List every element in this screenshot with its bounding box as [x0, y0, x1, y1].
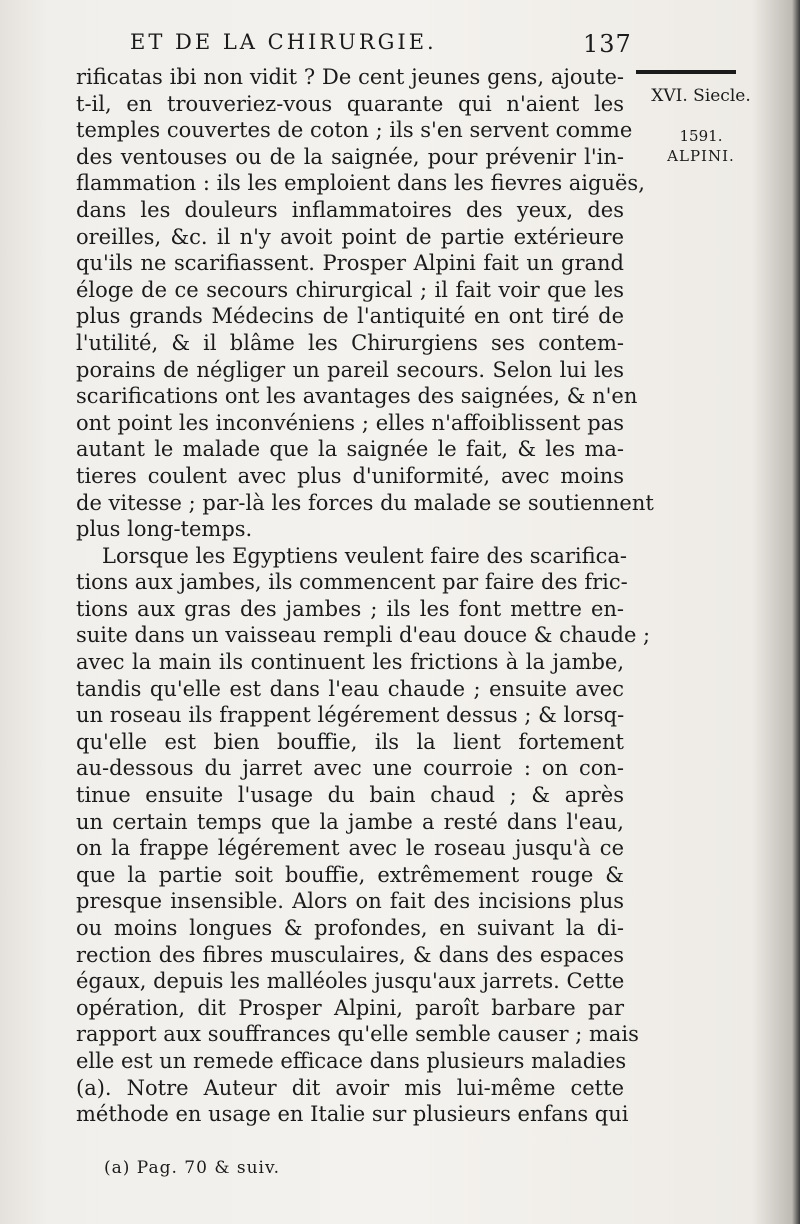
- text-line: rection des fibres musculaires, & dans des espaces: [76, 942, 624, 967]
- text-line: éloge de ce secours chirurgical ; il fait voir que les: [76, 277, 624, 302]
- text-line: on la frappe légérement avec le roseau jusqu'à ce: [76, 836, 624, 861]
- text-line: des ventouses ou de la saignée, pour prévenir l'in-: [76, 144, 624, 169]
- text-line: plus long-temps.: [76, 517, 253, 542]
- text-line: rificatas ibi non vidit ? De cent jeunes gens, ajoute-: [76, 65, 624, 89]
- text-line: égaux, depuis les malléoles jusqu'aux jarrets. Cette: [76, 969, 625, 994]
- text-line: l'utilité, & il blâme les Chirurgiens ses contem-: [76, 330, 624, 355]
- text-line: opération, dit Prosper Alpini, paroît barbare par: [76, 995, 624, 1020]
- text-line: un roseau ils frappent légérement dessus ; & lorsq-: [76, 703, 625, 728]
- page-number: 137: [583, 30, 632, 58]
- text-line: Lorsque les Egyptiens veulent faire des scarifica-: [102, 543, 627, 568]
- text-line: autant le malade que la saignée le fait, & les ma-: [76, 437, 624, 462]
- running-title: ET DE LA CHIRURGIE.: [130, 30, 437, 54]
- text-line: qu'ils ne scarifiassent. Prosper Alpini fait un grand: [76, 251, 624, 276]
- text-line: que la partie soit bouffie, extrêmement rouge &: [76, 862, 624, 887]
- text-line: temples couvertes de coton ; ils s'en servent comme: [76, 118, 633, 143]
- footnote: (a) Pag. 70 & suiv.: [104, 1158, 280, 1178]
- text-line: tions aux gras des jambes ; ils les font mettre en-: [76, 596, 624, 621]
- body-text: [76, 64, 654, 1128]
- text-line: t-il, en trouveriez-vous quarante qui n'aient les: [76, 91, 624, 116]
- margin-rule: [636, 70, 736, 74]
- text-line: au-dessous du jarret avec une courroie : on con-: [76, 756, 624, 781]
- text-line: tieres coulent avec plus d'uniformité, avec moins: [76, 463, 624, 488]
- text-line: tinue ensuite l'usage du bain chaud ; & après: [76, 783, 624, 808]
- text-line: de vitesse ; par-là les forces du malade se soutiennent: [76, 490, 654, 515]
- text-line: tions aux jambes, ils commencent par faire des fric-: [76, 570, 628, 595]
- margin-note-century: XVI. Siecle.: [651, 86, 751, 106]
- text-line: qu'elle est bien bouffie, ils la lient fortement: [76, 729, 624, 754]
- margin-note-name: ALPINI.: [667, 147, 735, 165]
- text-line: scarifications ont les avantages des saignées, & n'en: [76, 384, 638, 409]
- text-line: oreilles, &c. il n'y avoit point de partie extérieure: [76, 224, 624, 249]
- text-line: rapport aux souffrances qu'elle semble causer ; mais: [76, 1022, 639, 1047]
- text-line: un certain temps que la jambe a resté dans l'eau,: [76, 809, 624, 834]
- text-line: plus grands Médecins de l'antiquité en ont tiré de: [76, 304, 624, 329]
- text-line: suite dans un vaisseau rempli d'eau douce & chaude ;: [76, 623, 651, 648]
- text-line: (a). Notre Auteur dit avoir mis lui-même cette: [76, 1075, 624, 1100]
- text-line: elle est un remede efficace dans plusieurs maladies: [76, 1048, 627, 1073]
- text-line: flammation : ils les emploient dans les fievres aiguës,: [76, 171, 645, 196]
- text-line: méthode en usage en Italie sur plusieurs enfans qui: [76, 1102, 629, 1127]
- margin-note-year: 1591.: [679, 127, 723, 145]
- text-line: avec la main ils continuent les frictions à la jambe,: [76, 650, 624, 675]
- text-line: tandis qu'elle est dans l'eau chaude ; ensuite avec: [76, 676, 624, 701]
- text-line: dans les douleurs inflammatoires des yeux, des: [76, 197, 624, 222]
- text-line: presque insensible. Alors on fait des incisions plus: [76, 889, 624, 914]
- text-line: porains de négliger un pareil secours. Selon lui les: [76, 357, 624, 382]
- text-line: ou moins longues & profondes, en suivant la di-: [76, 916, 624, 940]
- text-line: ont point les inconvéniens ; elles n'affoiblissent pas: [76, 410, 624, 435]
